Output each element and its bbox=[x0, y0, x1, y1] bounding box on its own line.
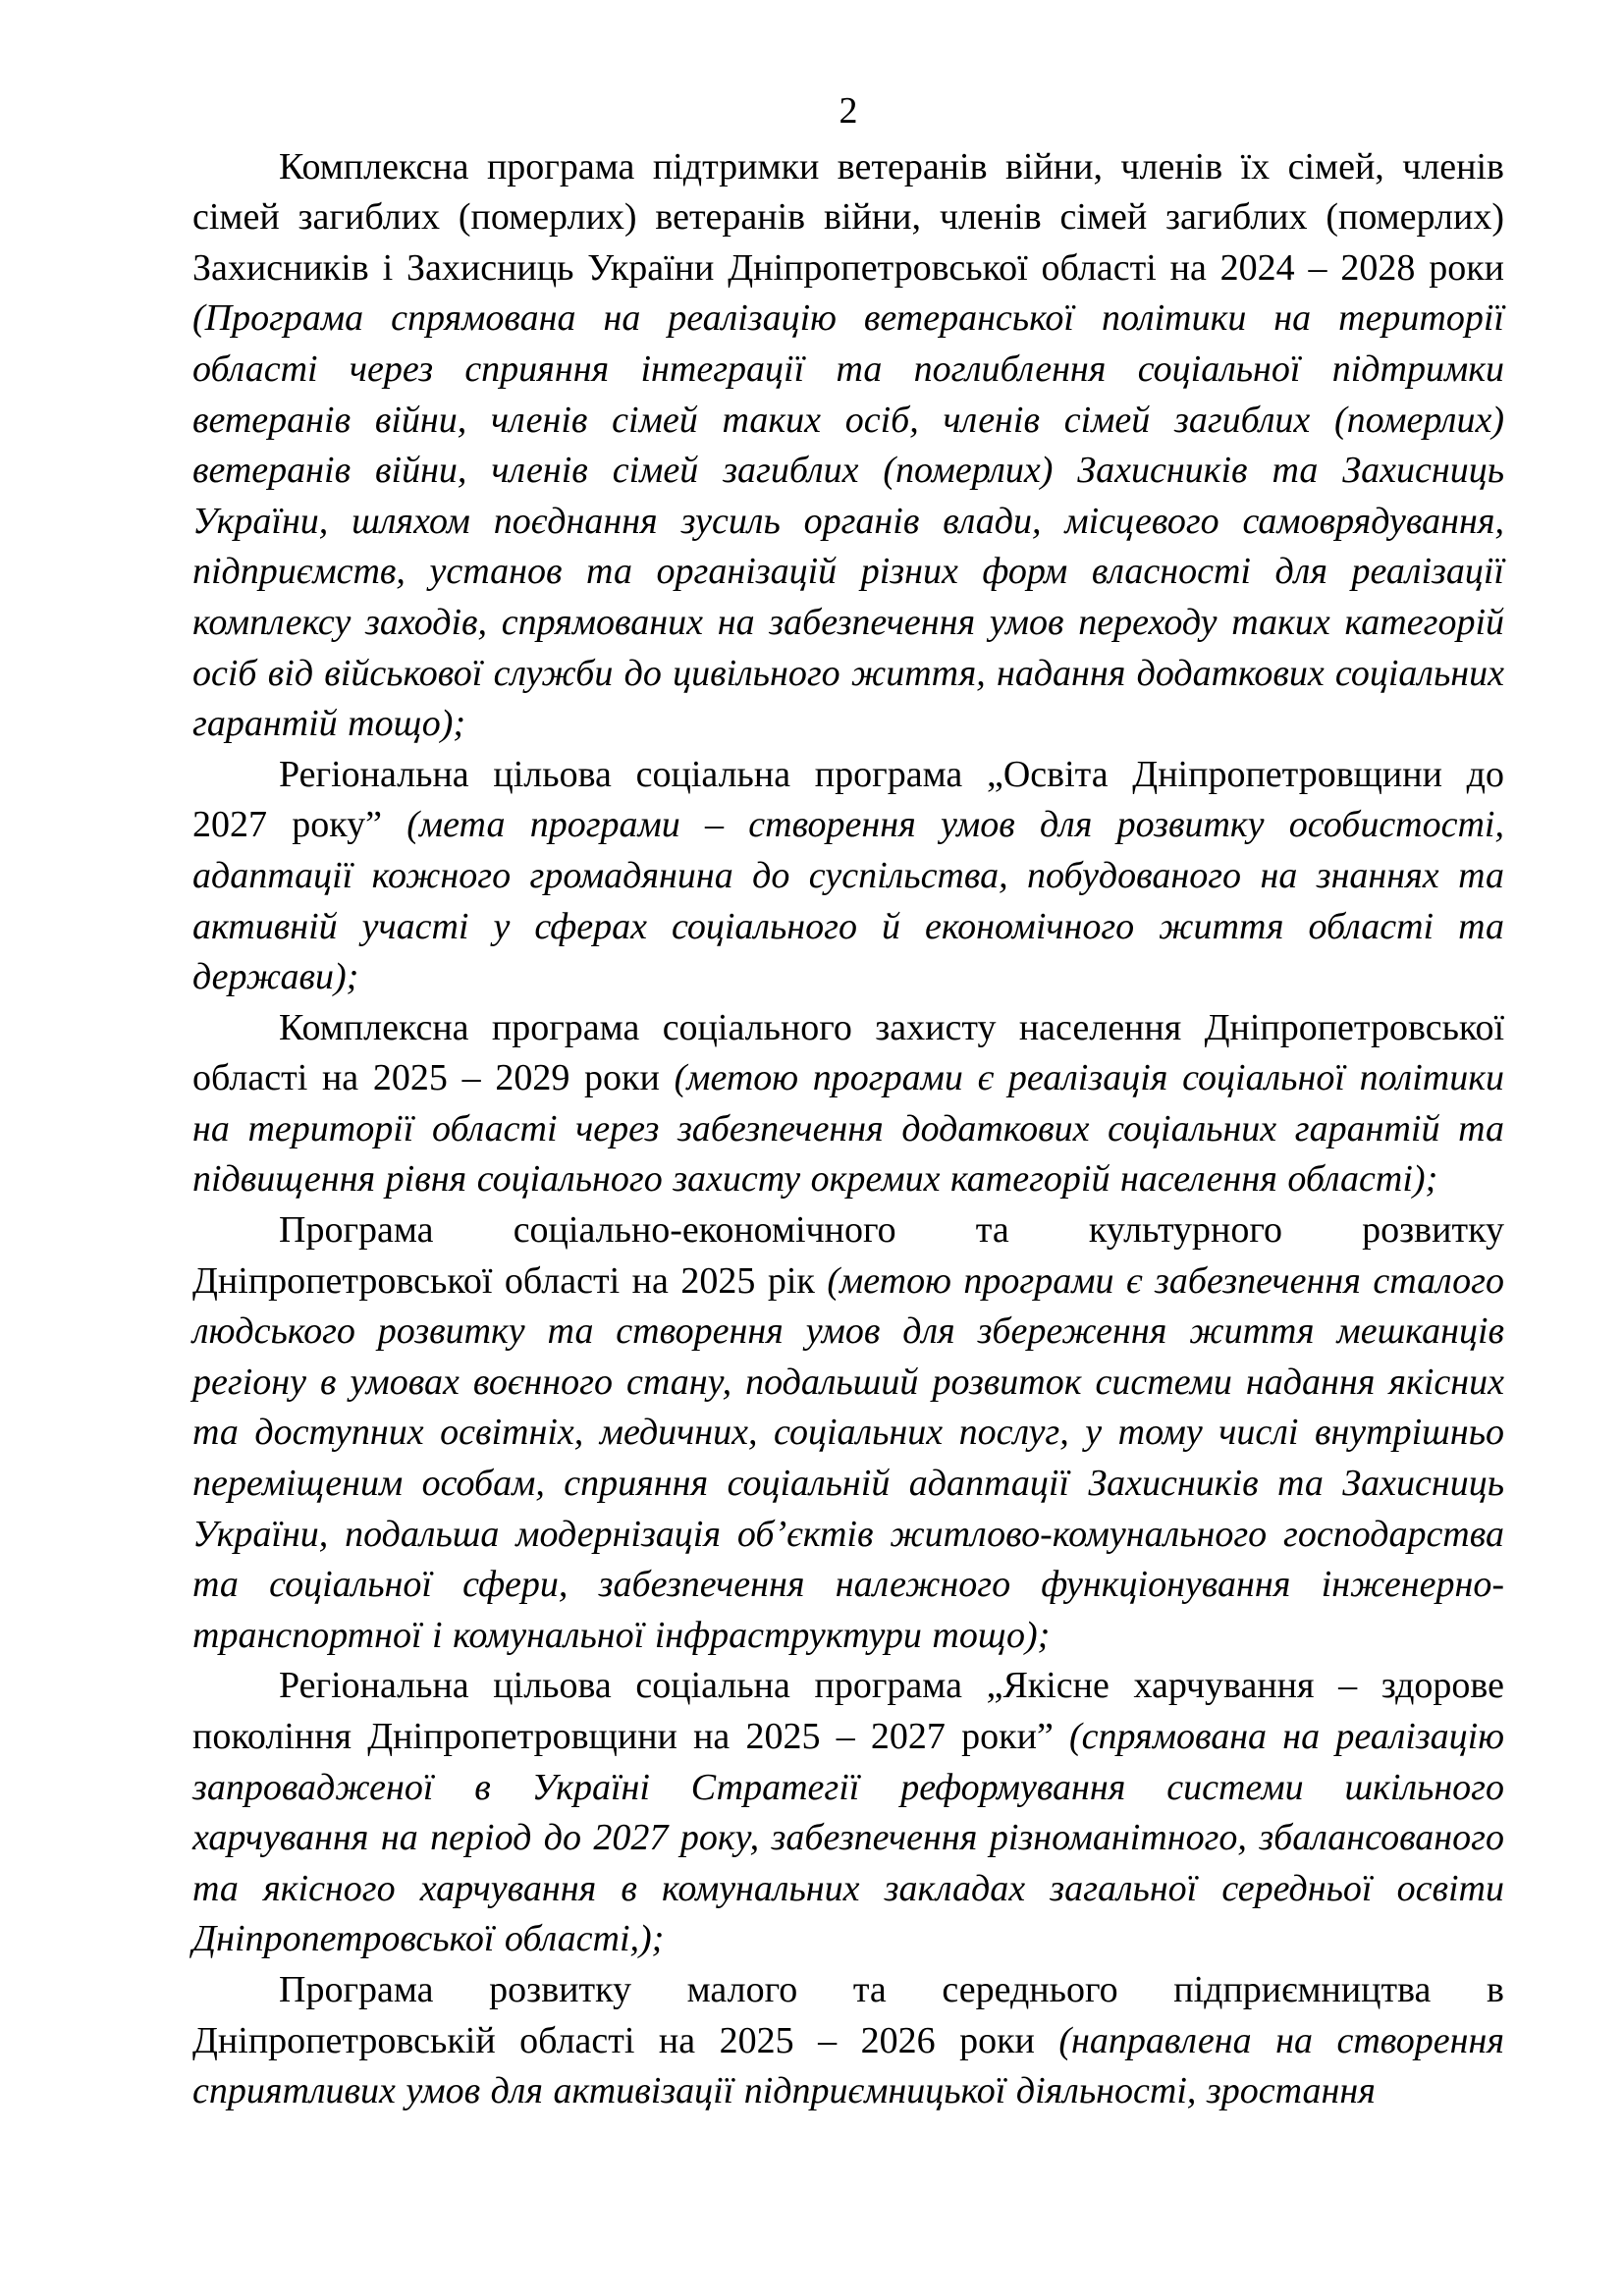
paragraph-annotation: (спрямована на реалізацію запровадженої в Україні Стратегії реформування системи шкільного харчування на період до 2027 року, забезпечення різноманітного, збалансованого та якісного харчування в комунальних закладах загальної середньої освіти Дніпропетровської області,); bbox=[192, 1716, 1504, 1960]
paragraph-nutrition-program bbox=[192, 1661, 1504, 1965]
paragraph-head: Програма соціально-економічного та культурного розвитку Дніпропетровської області на 2025 рік bbox=[192, 1209, 1504, 1302]
paragraph-head: Програма розвитку малого та середнього підприємництва в Дніпропетровській області на 2025 – 2026 роки bbox=[192, 1968, 1504, 2061]
paragraph-annotation: (метою програми є реалізація соціальної політики на території області через забезпечення додаткових соціальних гарантій та підвищення рівня соціального захисту окремих категорій населення області); bbox=[192, 1057, 1504, 1201]
paragraph-annotation: (мета програми – створення умов для розвитку особистості, адаптації кожного громадянина до суспільства, побудованого на знаннях та активній участі у сферах соціального й економічного життя області та держави); bbox=[192, 804, 1504, 998]
paragraph-annotation: (Програма спрямована на реалізацію ветеранської політики на території області через сприяння інтеграції та поглиблення соціальної підтримки ветеранів війни, членів сімей таких осіб, членів сімей загиблих (померлих) ветеранів війни, членів сімей загиблих (померлих) Захисників та Захисниць України, шляхом поєднання зусиль органів влади, місцевого самоврядування, підприємств, установ та організацій різних форм власності для реалізації комплексу заходів, спрямованих на забезпечення умов переходу таких категорій осіб від військової служби до цивільного життя, надання додаткових соціальних гарантій тощо); bbox=[192, 297, 1504, 745]
paragraph-head: Регіональна цільова соціальна програма „Освіта Дніпропетровщини до 2027 року” bbox=[192, 753, 1504, 846]
page-number: 2 bbox=[839, 90, 858, 132]
paragraph-education-program bbox=[192, 750, 1504, 1003]
paragraph-veterans-support-program bbox=[192, 142, 1504, 750]
paragraph-social-protection-program bbox=[192, 1003, 1504, 1205]
paragraph-head: Регіональна цільова соціальна програма „Якісне харчування – здорове покоління Дніпропетровщини на 2025 – 2027 роки” bbox=[192, 1665, 1504, 1757]
paragraph-head: Комплексна програма підтримки ветеранів війни, членів їх сімей, членів сімей загиблих (померлих) ветеранів війни, членів сімей загиблих (померлих) Захисників і Захисниць України Дніпропетровської області на 2024 – 2028 роки bbox=[192, 145, 1504, 289]
paragraph-socioeconomic-development-program bbox=[192, 1205, 1504, 1661]
paragraph-annotation: (метою програми є забезпечення сталого людського розвитку та створення умов для збереження життя мешканців регіону в умовах воєнного стану, подальший розвиток системи надання якісних та доступних освітніх, медичних, соціальних послуг, у тому числі внутрішньо переміщеним особам, сприяння соціальній адаптації Захисників та Захисниць України, подальша модернізація об’єктів житлово-комунального господарства та соціальної сфери, забезпечення належного функціонування інженерно-транспортної і комунальної інфраструктури тощо); bbox=[192, 1259, 1504, 1656]
paragraph-annotation: (направлена на створення сприятливих умов для активізації підприємницької діяльності, зростання bbox=[192, 2019, 1504, 2112]
paragraph-entrepreneurship-program bbox=[192, 1965, 1504, 2117]
paragraph-head: Комплексна програма соціального захисту населення Дніпропетровської області на 2025 – 2029 роки bbox=[192, 1006, 1504, 1099]
